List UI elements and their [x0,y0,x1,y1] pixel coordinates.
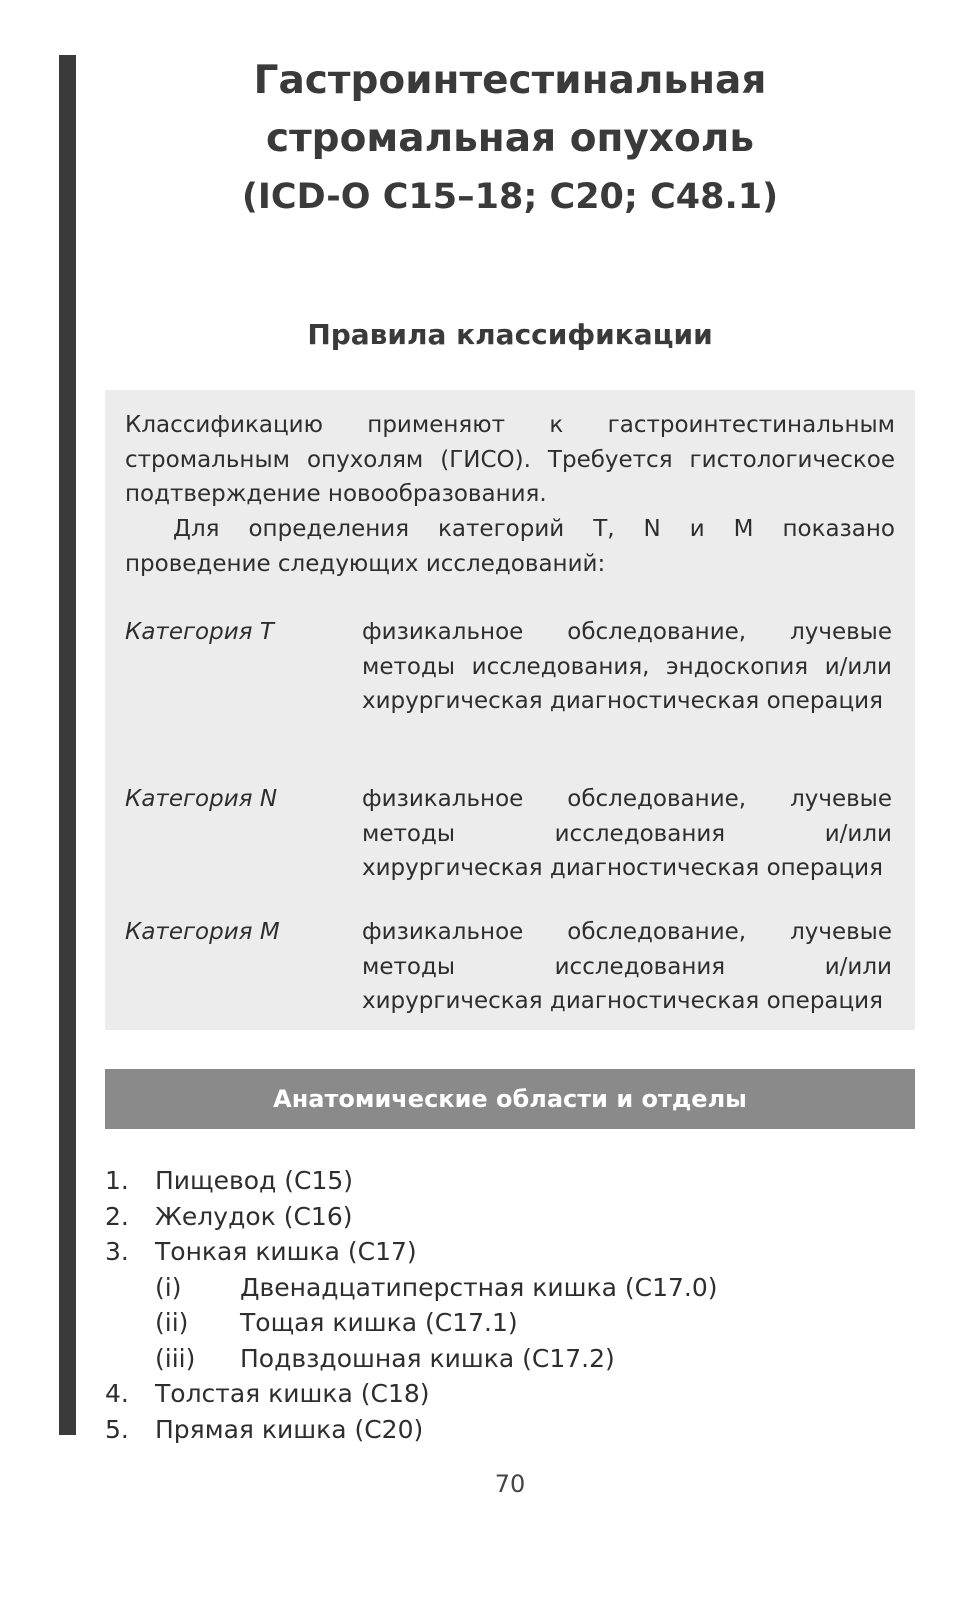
category-t-label: Категория T [125,619,274,645]
category-n-label: Категория N [125,786,278,812]
category-m-label: Категория M [125,919,280,945]
list-subitem-number: (iii) [155,1343,196,1373]
list-subitem-text: Двенадцатиперстная кишка (C17.0) [240,1272,718,1302]
list-subitem-number: (i) [155,1272,182,1302]
rules-heading: Правила классификации [307,318,713,351]
side-bar-decoration [59,55,76,1435]
title-line-1: Гастроинтестинальная [253,58,767,103]
list-item-number: 4. [105,1379,129,1408]
list-item-number: 2. [105,1201,129,1231]
list-item-number: 1. [105,1166,129,1195]
category-n-description: физикальное обследование, лучевые методы исследования и/или хирургическая диагностическая операция [362,786,892,881]
page-number: 70 [494,1470,526,1498]
category-t-description: физикальное обследование, лучевые методы исследования, эндоскопия и/или хирургическая диагностическая операция [362,619,892,714]
rules-paragraph-2: Для определения категорий T, N и M показано проведение следующих исследований: [125,516,895,577]
list-item-text: Пищевод (C15) [155,1166,354,1195]
list-item-number: 5. [105,1414,129,1444]
rules-paragraph-1: Классификацию применяют к гастроинтестинальным стромальным опухолям (ГИСО). Требуется гистологическое подтверждение новообразования. [125,412,895,507]
anatomy-heading-bar: Анатомические области и отделы [105,1069,915,1129]
list-subitem-text: Подвздошная кишка (C17.2) [240,1343,615,1373]
title-icd-code: (ICD-O C15–18; C20; C48.1) [241,177,779,217]
list-item-text: Тонкая кишка (C17) [155,1237,417,1266]
list-item-number: 3. [105,1237,129,1266]
list-subitem-text: Тощая кишка (C17.1) [240,1308,518,1337]
list-item-text: Толстая кишка (C18) [155,1379,430,1408]
title-line-2: стромальная опухоль [265,116,755,161]
list-subitem-number: (ii) [155,1308,189,1337]
category-m-description: физикальное обследование, лучевые методы исследования и/или хирургическая диагностическая операция [362,919,892,1014]
list-item-text: Желудок (C16) [155,1201,353,1231]
page-title [140,52,880,226]
list-item-text: Прямая кишка (C20) [155,1414,424,1444]
